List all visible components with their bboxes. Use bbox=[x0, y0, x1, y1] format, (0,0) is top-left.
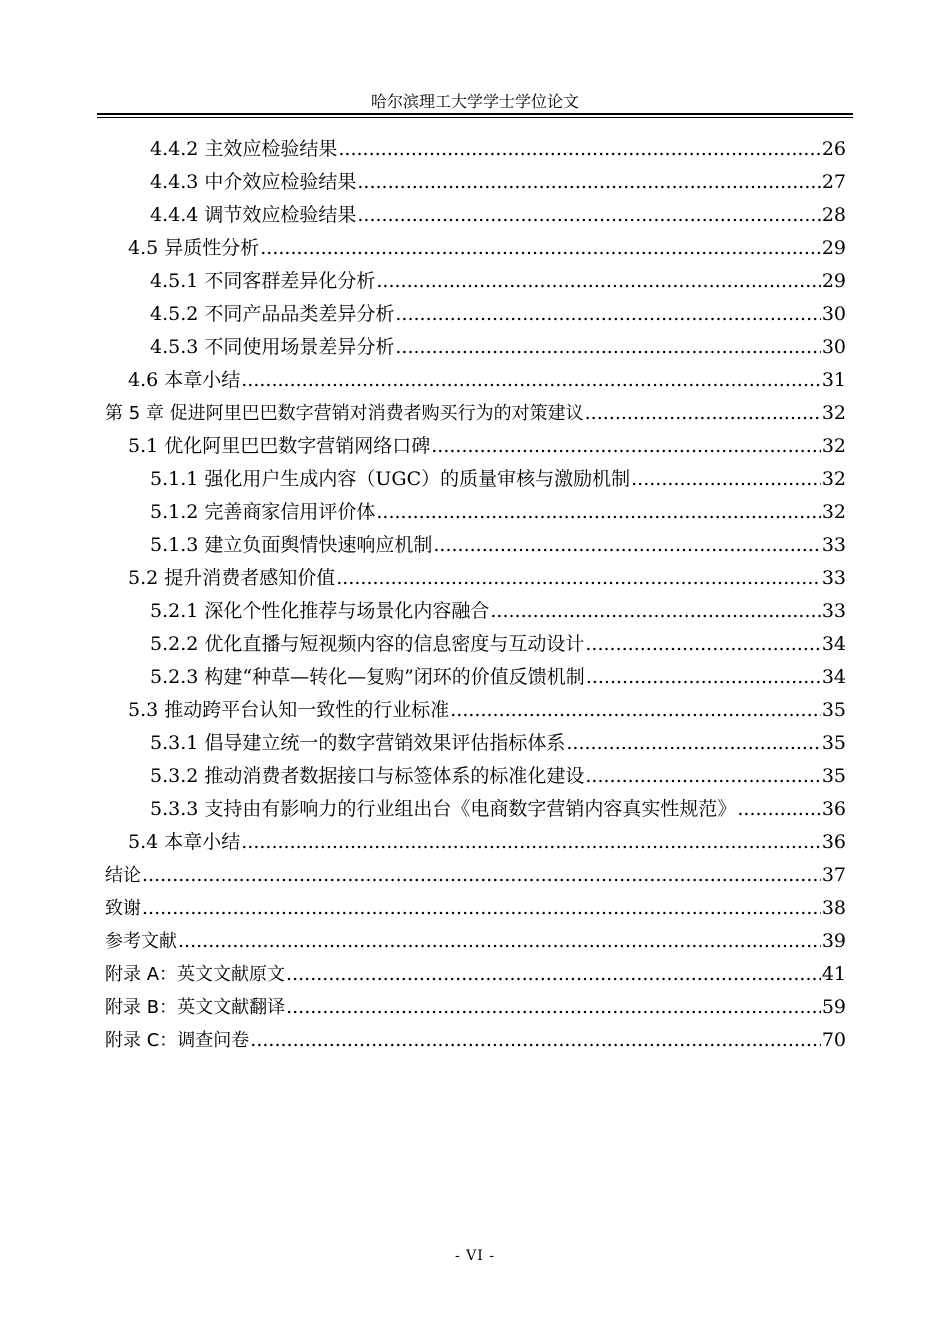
toc-entry-page: 33 bbox=[821, 567, 846, 589]
toc-leader-dots bbox=[585, 628, 820, 661]
toc-chapter-entry[interactable] bbox=[0, 991, 950, 1024]
toc-leader-dots bbox=[395, 298, 820, 331]
toc-entry-title: 4.4.3 中介效应检验结果 bbox=[150, 171, 357, 193]
page-header-title: 哈尔滨理工大学学士学位论文 bbox=[370, 92, 579, 111]
toc-entry[interactable] bbox=[0, 595, 950, 628]
table-of-contents bbox=[0, 133, 950, 1057]
toc-entry-title: 4.5 异质性分析 bbox=[128, 237, 260, 259]
toc-entry[interactable] bbox=[0, 331, 950, 364]
toc-leader-dots bbox=[241, 826, 821, 859]
toc-entry[interactable] bbox=[0, 166, 950, 199]
toc-entry[interactable] bbox=[0, 529, 950, 562]
toc-entry-page: 29 bbox=[821, 237, 846, 259]
toc-entry[interactable] bbox=[0, 430, 950, 463]
toc-leader-dots bbox=[286, 958, 821, 991]
toc-entry-page: 33 bbox=[821, 600, 846, 622]
toc-chapter-entry[interactable] bbox=[0, 397, 950, 430]
toc-entry[interactable] bbox=[0, 760, 950, 793]
toc-entry-title: 4.4.4 调节效应检验结果 bbox=[150, 204, 357, 226]
toc-leader-dots bbox=[357, 199, 820, 232]
toc-entry[interactable] bbox=[0, 298, 950, 331]
toc-entry-page: 26 bbox=[821, 138, 846, 160]
toc-chapter-entry[interactable] bbox=[0, 958, 950, 991]
toc-entry-title: 5.2.1 深化个性化推荐与场景化内容融合 bbox=[150, 600, 490, 622]
toc-entry-page: 41 bbox=[821, 963, 846, 985]
toc-entry-title: 附录 B：英文文献翻译 bbox=[105, 997, 286, 1018]
toc-entry[interactable] bbox=[0, 496, 950, 529]
toc-chapter-entry[interactable] bbox=[0, 892, 950, 925]
toc-leader-dots bbox=[250, 1024, 821, 1057]
toc-leader-dots bbox=[142, 892, 821, 925]
toc-entry-title: 4.5.2 不同产品品类差异分析 bbox=[150, 303, 395, 325]
toc-entry-title: 5.3.1 倡导建立统一的数字营销效果评估指标体系 bbox=[150, 732, 566, 754]
toc-entry-page: 32 bbox=[821, 468, 846, 490]
toc-entry-title: 4.5.3 不同使用场景差异分析 bbox=[150, 336, 395, 358]
toc-leader-dots bbox=[338, 133, 820, 166]
toc-entry-page: 35 bbox=[821, 765, 846, 787]
toc-entry-page: 34 bbox=[821, 633, 846, 655]
toc-entry-title: 4.6 本章小结 bbox=[128, 369, 241, 391]
toc-entry-page: 27 bbox=[821, 171, 846, 193]
toc-entry-page: 29 bbox=[821, 270, 846, 292]
toc-entry-page: 30 bbox=[821, 303, 846, 325]
toc-entry[interactable] bbox=[0, 232, 950, 265]
toc-entry-title: 5.3.2 推动消费者数据接口与标签体系的标准化建设 bbox=[150, 765, 585, 787]
toc-entry-title: 5.1.3 建立负面舆情快速响应机制 bbox=[150, 534, 433, 556]
toc-entry-page: 34 bbox=[821, 666, 846, 688]
toc-entry[interactable] bbox=[0, 463, 950, 496]
toc-leader-dots bbox=[585, 760, 820, 793]
page-number: - VI - bbox=[454, 1248, 495, 1264]
toc-entry-page: 32 bbox=[821, 435, 846, 457]
toc-entry-title: 5.3.3 支持由有影响力的行业组出台《电商数字营销内容真实性规范》 bbox=[150, 798, 737, 820]
toc-entry-page: 35 bbox=[821, 732, 846, 754]
toc-entry-title: 5.4 本章小结 bbox=[128, 831, 241, 853]
toc-entry-page: 39 bbox=[821, 930, 846, 952]
toc-entry-title: 5.3 推动跨平台认知一致性的行业标准 bbox=[128, 699, 450, 721]
toc-leader-dots bbox=[490, 595, 820, 628]
toc-chapter-entry[interactable] bbox=[0, 859, 950, 892]
toc-leader-dots bbox=[376, 265, 820, 298]
toc-leader-dots bbox=[586, 661, 821, 694]
toc-entry-page: 32 bbox=[821, 402, 846, 424]
toc-entry-page: 31 bbox=[821, 369, 846, 391]
toc-entry-page: 59 bbox=[821, 996, 846, 1018]
toc-leader-dots bbox=[241, 364, 821, 397]
toc-entry-page: 70 bbox=[821, 1029, 846, 1051]
toc-leader-dots bbox=[260, 232, 821, 265]
toc-entry-title: 致谢 bbox=[105, 898, 141, 919]
toc-entry[interactable] bbox=[0, 199, 950, 232]
toc-entry-title: 5.1.2 完善商家信用评价体 bbox=[150, 501, 376, 523]
toc-leader-dots bbox=[336, 562, 821, 595]
toc-entry[interactable] bbox=[0, 364, 950, 397]
toc-entry[interactable] bbox=[0, 265, 950, 298]
toc-entry-title: 5.2 提升消费者感知价值 bbox=[128, 567, 336, 589]
toc-entry-title: 附录 C：调查问卷 bbox=[105, 1030, 250, 1051]
header-rule-thin bbox=[97, 117, 853, 118]
toc-entry-page: 35 bbox=[821, 699, 846, 721]
header-rule-thick bbox=[97, 113, 853, 115]
toc-entry-page: 38 bbox=[821, 897, 846, 919]
toc-entry-title: 第 5 章 促进阿里巴巴数字营销对消费者购买行为的对策建议 bbox=[105, 403, 584, 424]
toc-leader-dots bbox=[376, 496, 820, 529]
toc-chapter-entry[interactable] bbox=[0, 1024, 950, 1057]
toc-entry-title: 结论 bbox=[105, 865, 141, 886]
toc-entry-title: 4.5.1 不同客群差异化分析 bbox=[150, 270, 376, 292]
toc-entry-page: 33 bbox=[821, 534, 846, 556]
toc-leader-dots bbox=[178, 925, 821, 958]
toc-entry-page: 37 bbox=[821, 864, 846, 886]
toc-entry-title: 5.2.3 构建“种草—转化—复购”闭环的价值反馈机制 bbox=[150, 666, 585, 688]
toc-leader-dots bbox=[357, 166, 820, 199]
toc-entry-page: 36 bbox=[821, 798, 846, 820]
toc-entry-title: 5.2.2 优化直播与短视频内容的信息密度与互动设计 bbox=[150, 633, 585, 655]
toc-chapter-entry[interactable] bbox=[0, 925, 950, 958]
toc-leader-dots bbox=[395, 331, 820, 364]
toc-leader-dots bbox=[431, 430, 821, 463]
toc-entry-page: 30 bbox=[821, 336, 846, 358]
toc-entry-title: 参考文献 bbox=[105, 931, 177, 952]
toc-entry[interactable] bbox=[0, 826, 950, 859]
toc-entry[interactable] bbox=[0, 793, 950, 826]
toc-entry-title: 5.1 优化阿里巴巴数字营销网络口碑 bbox=[128, 435, 431, 457]
toc-entry-title: 5.1.1 强化用户生成内容（UGC）的质量审核与激励机制 bbox=[150, 468, 631, 490]
toc-leader-dots bbox=[433, 529, 820, 562]
toc-leader-dots bbox=[737, 793, 820, 826]
toc-entry-title: 附录 A：英文文献原文 bbox=[105, 964, 286, 985]
toc-entry[interactable] bbox=[0, 562, 950, 595]
toc-leader-dots bbox=[286, 991, 821, 1024]
toc-leader-dots bbox=[585, 397, 821, 430]
toc-leader-dots bbox=[142, 859, 821, 892]
toc-entry-page: 28 bbox=[821, 204, 846, 226]
toc-entry[interactable] bbox=[0, 727, 950, 760]
toc-entry[interactable] bbox=[0, 694, 950, 727]
toc-entry[interactable] bbox=[0, 661, 950, 694]
toc-leader-dots bbox=[450, 694, 821, 727]
toc-entry-page: 32 bbox=[821, 501, 846, 523]
toc-leader-dots bbox=[631, 463, 821, 496]
toc-entry-title: 4.4.2 主效应检验结果 bbox=[150, 138, 338, 160]
toc-entry[interactable] bbox=[0, 133, 950, 166]
toc-leader-dots bbox=[566, 727, 820, 760]
toc-entry-page: 36 bbox=[821, 831, 846, 853]
toc-entry[interactable] bbox=[0, 628, 950, 661]
